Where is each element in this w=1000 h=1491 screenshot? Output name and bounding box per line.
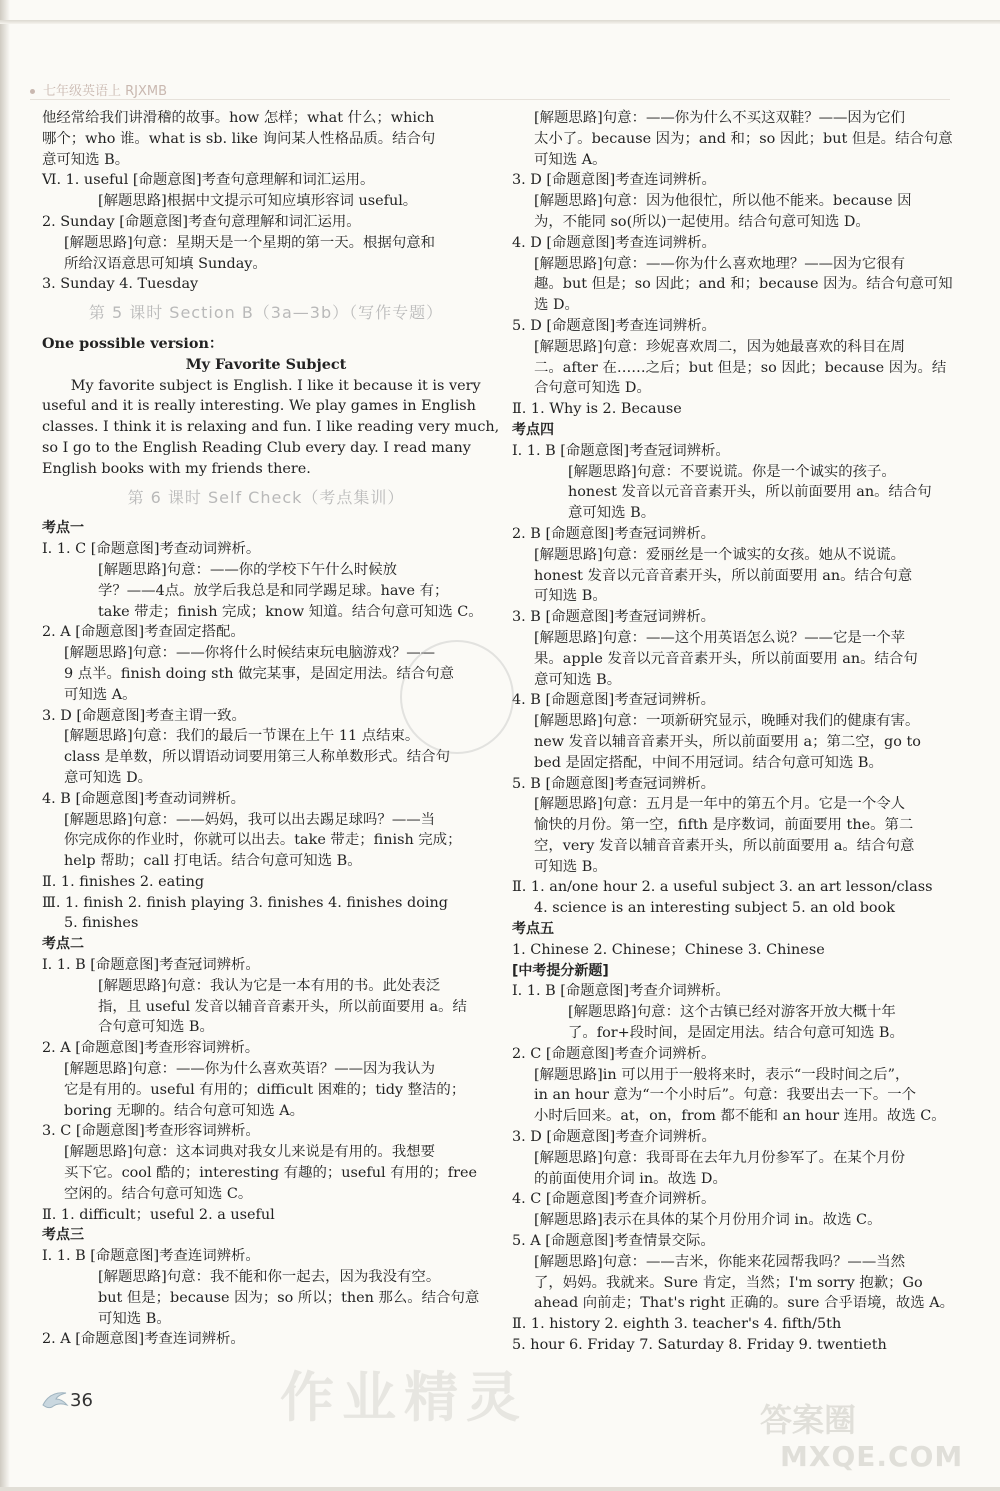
answer-line: 他经常给我们讲滑稽的故事。how 怎样；what 什么；which xyxy=(42,110,435,126)
answer-line: 愉快的月份。第一空，fifth 是序数词，前面要用 the。第二 xyxy=(534,817,914,834)
top-rule xyxy=(0,20,1000,24)
answer-line: honest 发音以元音音素开头，所以前面要用 an。结合句意 xyxy=(534,567,913,584)
answer-line: 可知选 A。 xyxy=(534,151,607,168)
running-head-title: 七年级英语上 RJXMB xyxy=(43,84,168,99)
answer-line: Ⅱ. 1. history 2. eighth 3. teacher's 4. fifth/5th xyxy=(512,1316,842,1333)
topic-heading: 考点四 xyxy=(512,421,554,438)
running-head xyxy=(30,80,167,99)
topic-heading: [中考提分新题] xyxy=(512,962,609,979)
answer-line: 2. A [命题意图]考查形容词辨析。 xyxy=(42,1040,260,1057)
answer-line: [解题思路]句意：五月是一年中的第五个月。它是一个令人 xyxy=(534,796,905,813)
answer-line: [解题思路]根据中文提示可知应填形容词 useful。 xyxy=(98,193,418,210)
answer-line: 买下它。cool 酷的；interesting 有趣的；useful 有用的；free xyxy=(64,1165,477,1182)
answer-line: 5. finishes xyxy=(64,915,139,932)
answer-line: 小时后回来。at，on，from 都不能和 an hour 连用。故选 C。 xyxy=(534,1108,946,1125)
answer-line: 4. B [命题意图]考查动词辨析。 xyxy=(42,790,245,807)
answer-line: [解题思路]句意：我不能和你一起去，因为我没有空。 xyxy=(98,1269,441,1286)
answer-line: [解题思路]in 可以用于一般将来时，表示“一段时间之后”， xyxy=(534,1066,910,1083)
answer-line: 了。for+段时间，是固定用法。结合句意可知选 B。 xyxy=(568,1025,904,1042)
page-edge-shadow xyxy=(0,0,10,1491)
answer-line: 合句意可知选 D。 xyxy=(534,380,651,397)
answer-line: 你完成你的作业时，你就可以出去。take 带走；finish 完成； xyxy=(64,832,462,849)
answer-line: useful and it is really interesting. We play games in English xyxy=(42,398,476,415)
answer-line: 4. B [命题意图]考查冠词辨析。 xyxy=(512,692,715,709)
answer-line: 3. B [命题意图]考查冠词辨析。 xyxy=(512,609,715,626)
answer-line: classes. I think it is relaxing and fun. I like reading very much, xyxy=(42,419,500,436)
answer-line: [解题思路]句意：——妈妈，我可以出去踢足球吗？——当 xyxy=(64,811,435,828)
answer-line: [解题思路]句意：爱丽丝是一个诚实的女孩。她从不说谎。 xyxy=(534,546,905,563)
answer-line: 意可知选 B。 xyxy=(534,671,622,688)
bottom-rule xyxy=(0,1487,1000,1491)
answer-line: 1. Chinese 2. Chinese；Chinese 3. Chinese xyxy=(512,941,825,958)
answer-line: 它是有用的。useful 有用的；difficult 困难的；tidy 整洁的； xyxy=(64,1081,466,1098)
answer-line: 5. D [命题意图]考查连词辨析。 xyxy=(512,317,716,334)
answer-line: 合句意可知选 B。 xyxy=(98,1019,214,1036)
answer-line: 太小了。because 因为；and 和；so 因此；but 但是。结合句意 xyxy=(534,130,953,147)
answer-line: [解题思路]句意：——你为什么喜欢英语？——因为我认为 xyxy=(64,1061,435,1078)
answer-line: Ⅲ. 1. finish 2. finish playing 3. finishes 4. finishes doing xyxy=(42,894,448,911)
answer-line: [解题思路]句意：——你为什么喜欢地理？——因为它很有 xyxy=(534,255,905,272)
answer-line: 可知选 B。 xyxy=(534,858,607,875)
answer-line: 哪个；who 谁。what is sb. like 询问某人性格品质。结合句 xyxy=(42,130,436,147)
answer-line: class 是单数，所以谓语动词要用第三人称单数形式。结合句 xyxy=(64,749,450,766)
answer-line: [解题思路]句意：一项新研究显示，晚睡对我们的健康有害。 xyxy=(534,713,920,730)
answer-line: in an hour 意为“一个小时后”。句意：我要出去一下。一个 xyxy=(534,1087,917,1104)
answer-line: 学？——4点。放学后我总是和同学踢足球。have 有； xyxy=(98,582,449,599)
section-heading: 第 5 课时 Section B（3a—3b）（写作专题） xyxy=(88,303,444,323)
answer-line: [解题思路]句意：珍妮喜欢周二，因为她最喜欢的科目在周 xyxy=(534,338,905,355)
answer-line: 指，且 useful 发音以辅音音素开头，所以前面要用 a。结 xyxy=(98,998,467,1015)
section-heading: 第 6 课时 Self Check（考点集训） xyxy=(127,487,405,507)
answer-line: 果。apple 发音以元音音素开头，所以前面要用 an。结合句 xyxy=(534,650,918,667)
answer-line: help 帮助；call 打电话。结合句意可知选 B。 xyxy=(64,853,362,870)
answer-line: 可知选 B。 xyxy=(534,588,607,605)
answer-line: 5. B [命题意图]考查冠词辨析。 xyxy=(512,775,715,792)
answer-line: [解题思路]句意：——吉米，你能来花园帮我吗？——当然 xyxy=(534,1253,905,1270)
answer-line: 空，very 发音以辅音音素开头，所以前面要用 a。结合句意 xyxy=(534,837,915,854)
answer-line: 的前面使用介词 in。故选 D。 xyxy=(534,1170,727,1187)
answer-line: ahead 向前走；That's right 正确的。sure 合乎语境，故选 A。 xyxy=(534,1295,955,1312)
answer-line: so I go to the English Reading Club every day. I read many xyxy=(42,439,471,456)
bullet-icon xyxy=(30,89,35,94)
answer-line: 了，妈妈。我就来。Sure 肯定，当然；I'm sorry 抱歉；Go xyxy=(534,1274,923,1291)
answer-line: [解题思路]句意：不要说谎。你是一个诚实的孩子。 xyxy=(568,463,896,480)
answer-line: [解题思路]句意：——你为什么不买这双鞋？——因为它们 xyxy=(534,110,905,126)
answer-line: Ⅰ. 1. C [命题意图]考查动词辨析。 xyxy=(42,541,261,558)
answer-line: Ⅰ. 1. B [命题意图]考查冠词辨析。 xyxy=(512,442,730,459)
answer-line: Ⅱ. 1. difficult；useful 2. a useful xyxy=(42,1206,275,1223)
answer-line: [解题思路]句意：这个古镇已经对游客开放大概十年 xyxy=(568,1004,896,1021)
right-column xyxy=(512,108,960,1356)
watermark-brand-bottom: MXQE.COM xyxy=(780,1440,964,1473)
answer-line: 可知选 B。 xyxy=(98,1310,171,1327)
topic-heading: 考点一 xyxy=(42,520,84,537)
answer-line: 3. C [命题意图]考查形容词辨析。 xyxy=(42,1123,260,1140)
answer-line: 为，不能同 so(所以)一起使用。结合句意可知选 D。 xyxy=(534,213,870,230)
answer-line: [解题思路]句意：我们的最后一节课在上午 11 点结束。 xyxy=(64,728,420,745)
topic-heading: 考点五 xyxy=(512,921,554,938)
answer-line: new 发音以辅音音素开头，所以前面要用 a；第二空，go to xyxy=(534,733,921,750)
answer-line: One possible version： xyxy=(42,334,224,352)
answer-line: [解题思路]句意：因为他很忙，所以他不能来。because 因 xyxy=(534,193,912,210)
answer-line: 4. D [命题意图]考查连词辨析。 xyxy=(512,234,716,251)
answer-line: 9 点半。finish doing sth 做完某事，是固定用法。结合句意 xyxy=(64,665,455,682)
answer-line: [解题思路]句意：我哥哥在去年九月份参军了。在某个月份 xyxy=(534,1149,905,1166)
answer-line: 3. Sunday 4. Tuesday xyxy=(42,276,199,293)
answer-line: 意可知选 B。 xyxy=(42,151,130,168)
answer-line: 意可知选 B。 xyxy=(568,505,656,522)
answer-line: 2. B [命题意图]考查冠词辨析。 xyxy=(512,525,715,542)
answer-line: 2. Sunday [命题意图]考查句意理解和词汇运用。 xyxy=(42,213,361,230)
answer-line: Ⅱ. 1. an/one hour 2. a useful subject 3. an art lesson/class xyxy=(512,879,933,896)
answer-line: 3. D [命题意图]考查主谓一致。 xyxy=(42,707,246,724)
answer-line: 选 D。 xyxy=(534,297,579,314)
header-divider xyxy=(30,99,950,100)
answer-line: 所给汉语意思可知填 Sunday。 xyxy=(64,255,267,272)
topic-heading: 考点三 xyxy=(42,1227,84,1244)
answer-line: 4. science is an interesting subject 5. an old book xyxy=(534,900,895,917)
answer-line: [解题思路]句意：星期天是一个星期的第一天。根据句意和 xyxy=(64,234,435,251)
page-number: 36 xyxy=(70,1390,93,1411)
answer-line: Ⅰ. 1. B [命题意图]考查连词辨析。 xyxy=(42,1248,260,1265)
topic-heading: 考点二 xyxy=(42,936,84,953)
answer-line: 趣。but 但是；so 因此；and 和；because 因为。结合句意可知 xyxy=(534,276,953,293)
answer-line: take 带走；finish 完成；know 知道。结合句意可知选 C。 xyxy=(98,603,483,620)
answer-line: bed 是固定搭配，中间不用冠词。结合句意可知选 B。 xyxy=(534,754,883,771)
answer-line: boring 无聊的。结合句意可知选 A。 xyxy=(64,1102,305,1119)
answer-line: 3. D [命题意图]考查连词辨析。 xyxy=(512,172,716,189)
answer-line: My favorite subject is English. I like it because it is very xyxy=(70,377,481,394)
answer-line: 意可知选 D。 xyxy=(64,769,153,786)
answer-line: [解题思路]表示在具体的某个月份用介词 in。故选 C。 xyxy=(534,1212,882,1229)
answer-line: English books with my friends there. xyxy=(42,460,311,477)
answer-line: 空闲的。结合句意可知选 C。 xyxy=(64,1185,253,1202)
dolphin-logo-icon xyxy=(40,1385,70,1415)
answer-line: [解题思路]句意：这本词典对我女儿来说是有用的。我想要 xyxy=(64,1144,435,1161)
answer-line: 2. A [命题意图]考查连词辨析。 xyxy=(42,1331,245,1348)
answer-line: Ⅱ. 1. finishes 2. eating xyxy=(42,873,205,890)
watermark-center: 作业精灵 xyxy=(280,1366,528,1429)
answer-line: 4. C [命题意图]考查介词辨析。 xyxy=(512,1191,716,1208)
answer-line: 2. C [命题意图]考查介词辨析。 xyxy=(512,1045,716,1062)
homework-stamp xyxy=(400,640,514,754)
answer-line: 5. A [命题意图]考查情景交际。 xyxy=(512,1233,715,1250)
answer-line: 二。after 在……之后；but 但是；so 因此；because 因为。结 xyxy=(534,359,947,376)
answer-line: Ⅰ. 1. B [命题意图]考查冠词辨析。 xyxy=(42,957,260,974)
answer-line: Ⅵ. 1. useful [命题意图]考查句意理解和词汇运用。 xyxy=(42,172,375,189)
watermark-brand-top: 答案圈 xyxy=(760,1401,857,1439)
answer-line: but 但是；because 因为；so 所以；then 那么。结合句意 xyxy=(98,1289,480,1306)
answer-line: [解题思路]句意：——这个用英语怎么说？——它是一个苹 xyxy=(534,629,905,646)
answer-line: [解题思路]句意：我认为它是一本有用的书。此处表泛 xyxy=(98,977,441,994)
answer-line: 3. D [命题意图]考查介词辨析。 xyxy=(512,1129,716,1146)
answer-line: [解题思路]句意：——你将什么时候结束玩电脑游戏？—— xyxy=(64,645,435,662)
answer-line: My Favorite Subject xyxy=(185,355,347,373)
answer-line: Ⅰ. 1. B [命题意图]考查介词辨析。 xyxy=(512,983,730,1000)
answer-line: 5. hour 6. Friday 7. Saturday 8. Friday 9. twentieth xyxy=(512,1337,887,1354)
answer-line: honest 发音以元音音素开头，所以前面要用 an。结合句 xyxy=(568,484,932,501)
answer-line: 可知选 A。 xyxy=(64,686,137,703)
answer-line: 2. A [命题意图]考查固定搭配。 xyxy=(42,624,245,641)
answer-line: [解题思路]句意：——你的学校下午什么时候放 xyxy=(98,561,398,578)
answer-line: Ⅱ. 1. Why is 2. Because xyxy=(512,401,682,418)
